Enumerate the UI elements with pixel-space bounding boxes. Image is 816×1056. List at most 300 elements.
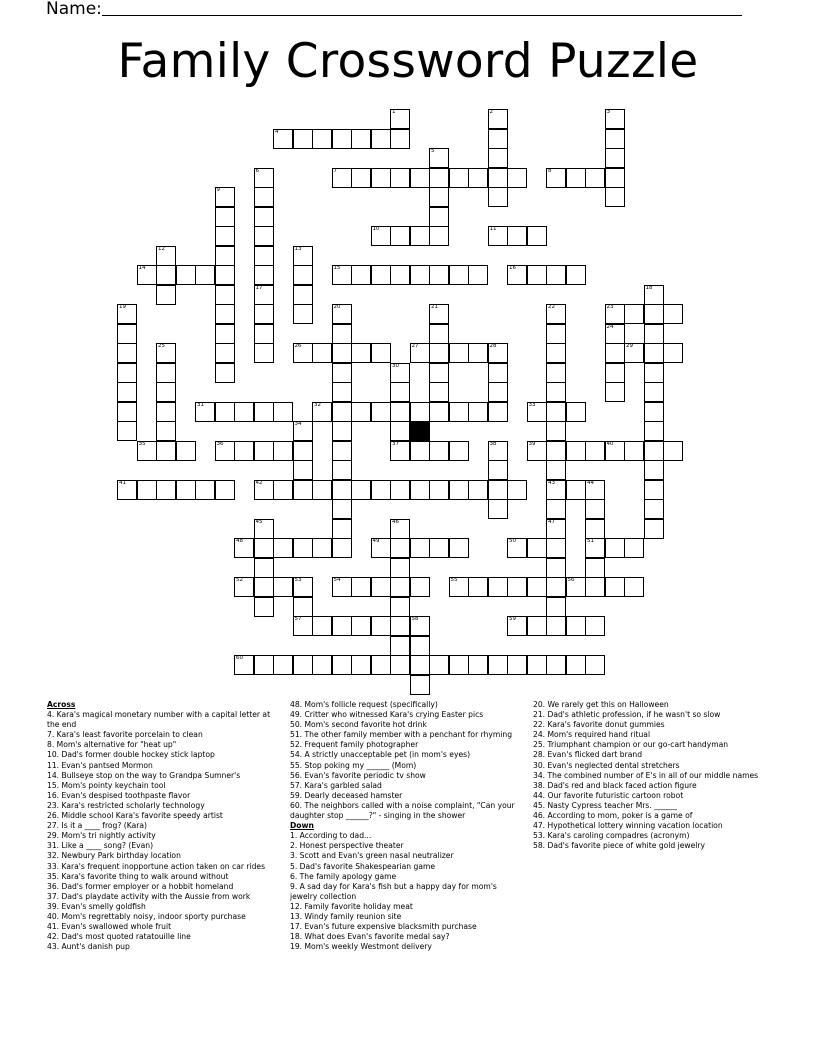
grid-cell[interactable] [429,655,449,675]
grid-cell[interactable] [527,538,547,558]
grid-cell[interactable] [488,226,508,246]
grid-cell[interactable] [351,402,371,422]
grid-cell[interactable] [546,597,566,617]
grid-cell[interactable] [332,343,352,363]
grid-cell[interactable] [195,480,215,500]
grid-cell[interactable] [429,324,449,344]
grid-cell[interactable] [312,480,332,500]
grid-cell[interactable] [546,577,566,597]
grid-cell[interactable] [293,285,313,305]
grid-cell[interactable] [371,343,391,363]
grid-cell[interactable] [410,675,430,695]
grid-cell[interactable] [488,109,508,129]
grid-cell[interactable] [468,343,488,363]
grid-cell[interactable] [605,304,625,324]
grid-cell[interactable] [371,480,391,500]
grid-cell[interactable] [546,499,566,519]
grid-cell[interactable] [254,597,274,617]
grid-cell[interactable] [332,577,352,597]
grid-cell[interactable] [254,168,274,188]
grid-cell[interactable] [351,655,371,675]
grid-cell[interactable] [527,441,547,461]
grid-cell[interactable] [566,441,586,461]
grid-cell[interactable] [488,382,508,402]
grid-cell[interactable] [332,168,352,188]
grid-cell[interactable] [410,402,430,422]
grid-cell[interactable] [273,480,293,500]
grid-cell[interactable] [644,343,664,363]
grid-cell[interactable] [156,421,176,441]
grid-cell[interactable] [429,226,449,246]
grid-cell[interactable] [585,480,605,500]
grid-cell[interactable] [293,246,313,266]
grid-cell[interactable] [332,304,352,324]
grid-cell[interactable] [371,226,391,246]
grid-cell[interactable] [605,148,625,168]
grid-cell[interactable] [215,441,235,461]
grid-cell[interactable] [351,343,371,363]
grid-cell[interactable] [254,538,274,558]
grid-cell[interactable] [644,363,664,383]
grid-cell[interactable] [371,168,391,188]
grid-cell[interactable] [176,441,196,461]
grid-cell[interactable] [273,577,293,597]
grid-cell[interactable] [371,129,391,149]
grid-cell[interactable] [566,480,586,500]
grid-cell[interactable] [371,402,391,422]
grid-cell[interactable] [312,538,332,558]
grid-cell[interactable] [176,480,196,500]
grid-cell[interactable] [429,187,449,207]
grid-cell[interactable] [215,324,235,344]
grid-cell[interactable] [332,129,352,149]
grid-cell[interactable] [293,129,313,149]
grid-cell[interactable] [293,441,313,461]
grid-cell[interactable] [585,499,605,519]
grid-cell[interactable] [117,343,137,363]
grid-cell[interactable] [156,402,176,422]
grid-cell[interactable] [585,558,605,578]
grid-cell[interactable] [254,480,274,500]
grid-cell[interactable] [644,519,664,539]
grid-cell[interactable] [371,577,391,597]
grid-cell[interactable] [429,265,449,285]
grid-cell[interactable] [605,538,625,558]
grid-cell[interactable] [546,558,566,578]
grid-cell[interactable] [332,382,352,402]
grid-cell[interactable] [215,304,235,324]
grid-cell[interactable] [117,421,137,441]
grid-cell[interactable] [410,441,430,461]
grid-cell[interactable] [176,265,196,285]
grid-cell[interactable] [410,265,430,285]
grid-cell[interactable] [390,382,410,402]
grid-cell[interactable] [215,207,235,227]
grid-cell[interactable] [156,382,176,402]
grid-cell[interactable] [332,499,352,519]
grid-cell[interactable] [468,168,488,188]
grid-cell[interactable] [546,363,566,383]
grid-cell[interactable] [585,655,605,675]
grid-cell[interactable] [332,655,352,675]
grid-cell[interactable] [605,109,625,129]
grid-cell[interactable] [449,655,469,675]
grid-cell[interactable] [117,363,137,383]
grid-cell[interactable] [546,616,566,636]
grid-cell[interactable] [507,616,527,636]
grid-cell[interactable] [468,265,488,285]
grid-cell[interactable] [293,265,313,285]
grid-cell[interactable] [312,343,332,363]
grid-cell[interactable] [332,538,352,558]
grid-cell[interactable] [156,246,176,266]
grid-cell[interactable] [332,441,352,461]
grid-cell[interactable] [566,577,586,597]
grid-cell[interactable] [390,129,410,149]
grid-cell[interactable] [488,129,508,149]
grid-cell[interactable] [449,577,469,597]
grid-cell[interactable] [137,265,157,285]
grid-cell[interactable] [351,480,371,500]
grid-cell[interactable] [546,168,566,188]
grid-cell[interactable] [605,363,625,383]
grid-cell[interactable] [351,577,371,597]
grid-cell[interactable] [332,519,352,539]
grid-cell[interactable] [390,480,410,500]
grid-cell[interactable] [507,265,527,285]
grid-cell[interactable] [254,285,274,305]
grid-cell[interactable] [371,265,391,285]
grid-cell[interactable] [566,402,586,422]
grid-cell[interactable] [156,363,176,383]
grid-cell[interactable] [273,441,293,461]
grid-cell[interactable] [488,187,508,207]
grid-cell[interactable] [410,577,430,597]
grid-cell[interactable] [390,655,410,675]
grid-cell[interactable] [390,597,410,617]
grid-cell[interactable] [390,577,410,597]
grid-cell[interactable] [254,519,274,539]
grid-cell[interactable] [312,655,332,675]
grid-cell[interactable] [468,480,488,500]
grid-cell[interactable] [234,538,254,558]
grid-cell[interactable] [254,558,274,578]
grid-cell[interactable] [429,148,449,168]
grid-cell[interactable] [293,343,313,363]
grid-cell[interactable] [624,577,644,597]
grid-cell[interactable] [644,499,664,519]
grid-cell[interactable] [546,441,566,461]
grid-cell[interactable] [644,460,664,480]
grid-cell[interactable] [566,655,586,675]
grid-cell[interactable] [390,265,410,285]
grid-cell[interactable] [644,441,664,461]
grid-cell[interactable] [390,421,410,441]
grid-cell[interactable] [332,363,352,383]
grid-cell[interactable] [488,480,508,500]
grid-cell[interactable] [351,265,371,285]
grid-cell[interactable] [449,402,469,422]
grid-cell[interactable] [156,343,176,363]
grid-cell[interactable] [293,480,313,500]
grid-cell[interactable] [390,636,410,656]
grid-cell[interactable] [254,441,274,461]
grid-cell[interactable] [273,129,293,149]
grid-cell[interactable] [410,616,430,636]
grid-cell[interactable] [527,402,547,422]
grid-cell[interactable] [234,441,254,461]
grid-cell[interactable] [410,480,430,500]
grid-cell[interactable] [215,265,235,285]
grid-cell[interactable] [390,226,410,246]
grid-cell[interactable] [449,343,469,363]
grid-cell[interactable] [429,168,449,188]
grid-cell[interactable] [546,343,566,363]
grid-cell[interactable] [527,265,547,285]
grid-cell[interactable] [468,577,488,597]
grid-cell[interactable] [234,655,254,675]
grid-cell[interactable] [293,577,313,597]
grid-cell[interactable] [663,441,683,461]
grid-cell[interactable] [390,538,410,558]
grid-cell[interactable] [605,441,625,461]
grid-cell[interactable] [624,343,644,363]
grid-cell[interactable] [273,402,293,422]
grid-cell[interactable] [332,324,352,344]
grid-cell[interactable] [254,304,274,324]
grid-cell[interactable] [215,285,235,305]
grid-cell[interactable] [215,480,235,500]
grid-cell[interactable] [429,343,449,363]
grid-cell[interactable] [527,655,547,675]
grid-cell[interactable] [527,226,547,246]
grid-cell[interactable] [488,577,508,597]
grid-cell[interactable] [410,655,430,675]
grid-cell[interactable] [312,616,332,636]
grid-cell[interactable] [156,441,176,461]
grid-cell[interactable] [293,616,313,636]
grid-cell[interactable] [332,421,352,441]
grid-cell[interactable] [117,324,137,344]
grid-cell[interactable] [585,538,605,558]
grid-cell[interactable] [546,538,566,558]
grid-cell[interactable] [234,577,254,597]
grid-cell[interactable] [585,577,605,597]
grid-cell[interactable] [605,324,625,344]
grid-cell[interactable] [293,597,313,617]
grid-cell[interactable] [371,538,391,558]
grid-cell[interactable] [468,402,488,422]
grid-cell[interactable] [507,480,527,500]
grid-cell[interactable] [566,265,586,285]
grid-cell[interactable] [566,616,586,636]
grid-cell[interactable] [215,187,235,207]
grid-cell[interactable] [390,402,410,422]
grid-cell[interactable] [390,109,410,129]
grid-cell[interactable] [254,265,274,285]
grid-cell[interactable] [429,304,449,324]
grid-cell[interactable] [156,285,176,305]
grid-cell[interactable] [254,187,274,207]
grid-cell[interactable] [254,246,274,266]
grid-cell[interactable] [410,226,430,246]
grid-cell[interactable] [449,168,469,188]
grid-cell[interactable] [644,402,664,422]
grid-cell[interactable] [449,538,469,558]
grid-cell[interactable] [215,363,235,383]
grid-cell[interactable] [488,343,508,363]
grid-cell[interactable] [605,577,625,597]
grid-cell[interactable] [117,480,137,500]
grid-cell[interactable] [215,343,235,363]
grid-cell[interactable] [605,343,625,363]
grid-cell[interactable] [254,655,274,675]
grid-cell[interactable] [254,343,274,363]
grid-cell[interactable] [254,577,274,597]
grid-cell[interactable] [117,304,137,324]
grid-cell[interactable] [546,382,566,402]
grid-cell[interactable] [410,343,430,363]
grid-cell[interactable] [644,304,664,324]
grid-cell[interactable] [546,304,566,324]
grid-cell[interactable] [351,616,371,636]
grid-cell[interactable] [468,655,488,675]
grid-cell[interactable] [254,402,274,422]
grid-cell[interactable] [624,538,644,558]
grid-cell[interactable] [293,538,313,558]
grid-cell[interactable] [605,129,625,149]
grid-cell[interactable] [371,616,391,636]
grid-cell[interactable] [293,655,313,675]
grid-cell[interactable] [546,655,566,675]
grid-cell[interactable] [215,226,235,246]
grid-cell[interactable] [390,616,410,636]
grid-cell[interactable] [488,402,508,422]
grid-cell[interactable] [644,324,664,344]
grid-cell[interactable] [488,499,508,519]
grid-cell[interactable] [644,382,664,402]
grid-cell[interactable] [371,655,391,675]
grid-cell[interactable] [488,168,508,188]
grid-cell[interactable] [293,460,313,480]
grid-cell[interactable] [254,207,274,227]
grid-cell[interactable] [195,265,215,285]
grid-cell[interactable] [585,168,605,188]
grid-cell[interactable] [351,168,371,188]
grid-cell[interactable] [390,363,410,383]
grid-cell[interactable] [332,265,352,285]
grid-cell[interactable] [663,343,683,363]
grid-cell[interactable] [410,168,430,188]
grid-cell[interactable] [273,538,293,558]
name-field-row[interactable] [46,0,746,20]
grid-cell[interactable] [546,460,566,480]
grid-cell[interactable] [507,538,527,558]
name-blank-line[interactable] [102,15,742,16]
grid-cell[interactable] [234,402,254,422]
grid-cell[interactable] [546,402,566,422]
grid-cell[interactable] [624,441,644,461]
grid-cell[interactable] [117,382,137,402]
grid-cell[interactable] [254,226,274,246]
grid-cell[interactable] [449,441,469,461]
grid-cell[interactable] [527,616,547,636]
grid-cell[interactable] [546,324,566,344]
grid-cell[interactable] [449,480,469,500]
grid-cell[interactable] [546,480,566,500]
grid-cell[interactable] [429,538,449,558]
grid-cell[interactable] [507,168,527,188]
grid-cell[interactable] [312,129,332,149]
grid-cell[interactable] [429,480,449,500]
grid-cell[interactable] [488,363,508,383]
grid-cell[interactable] [605,187,625,207]
grid-cell[interactable] [507,655,527,675]
grid-cell[interactable] [624,304,644,324]
grid-cell[interactable] [507,226,527,246]
grid-cell[interactable] [390,168,410,188]
grid-cell[interactable] [488,148,508,168]
grid-cell[interactable] [546,421,566,441]
grid-cell[interactable] [449,265,469,285]
grid-cell[interactable] [546,265,566,285]
grid-cell[interactable] [254,324,274,344]
grid-cell[interactable] [215,246,235,266]
grid-cell[interactable] [293,304,313,324]
grid-cell[interactable] [605,382,625,402]
grid-cell[interactable] [273,655,293,675]
grid-cell[interactable] [429,441,449,461]
grid-cell[interactable] [488,441,508,461]
grid-cell[interactable] [156,265,176,285]
grid-cell[interactable] [507,577,527,597]
grid-cell[interactable] [585,441,605,461]
grid-cell[interactable] [390,558,410,578]
grid-cell[interactable] [527,577,547,597]
grid-cell[interactable] [585,616,605,636]
grid-cell[interactable] [332,402,352,422]
grid-cell[interactable] [546,519,566,539]
grid-cell[interactable] [117,402,137,422]
grid-cell[interactable] [644,421,664,441]
grid-cell[interactable] [488,460,508,480]
grid-cell[interactable] [410,636,430,656]
grid-cell[interactable] [137,441,157,461]
grid-cell[interactable] [215,402,235,422]
grid-cell[interactable] [663,304,683,324]
grid-cell[interactable] [429,382,449,402]
grid-cell[interactable] [332,460,352,480]
grid-cell[interactable] [644,285,664,305]
grid-cell[interactable] [566,168,586,188]
grid-cell[interactable] [429,207,449,227]
grid-cell[interactable] [429,363,449,383]
grid-cell[interactable] [488,655,508,675]
grid-cell[interactable] [644,480,664,500]
grid-cell[interactable] [156,480,176,500]
grid-cell[interactable] [605,168,625,188]
grid-cell[interactable] [332,616,352,636]
grid-cell[interactable] [585,519,605,539]
grid-cell[interactable] [390,441,410,461]
grid-cell[interactable] [332,480,352,500]
grid-cell[interactable] [137,480,157,500]
grid-cell[interactable] [351,129,371,149]
grid-cell[interactable] [390,519,410,539]
grid-cell[interactable] [195,402,215,422]
grid-cell[interactable] [293,421,313,441]
grid-cell[interactable] [429,402,449,422]
